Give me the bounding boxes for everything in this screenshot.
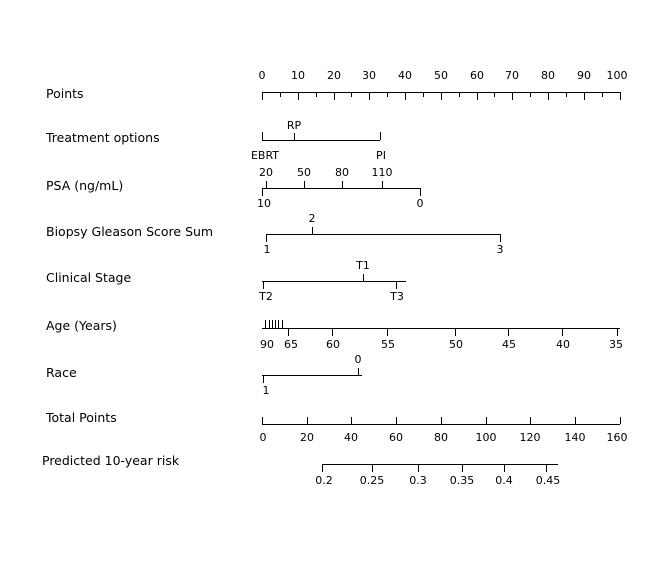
axis-line-predicted-risk: [322, 464, 558, 465]
tick-major: [405, 92, 406, 100]
tick-major: [307, 417, 308, 424]
tick-major: [266, 181, 267, 188]
tick-label: 0.3: [409, 474, 427, 487]
tick-label: 0: [416, 197, 424, 210]
tick-major: [288, 328, 289, 336]
tick-label: 60: [470, 69, 484, 82]
tick-label: 0: [258, 69, 266, 82]
tick-label: 50: [434, 69, 448, 82]
tick-label: 0.35: [449, 474, 475, 487]
tick-major: [548, 92, 549, 100]
tick-major: [387, 328, 388, 336]
tick-label: 70: [505, 69, 519, 82]
tick-minor: [387, 92, 388, 97]
tick-label: 60: [326, 338, 340, 351]
tick-major: [312, 227, 313, 234]
tick-label: 0.45: [535, 474, 561, 487]
tick-minor: [316, 92, 317, 97]
tick-major: [369, 92, 370, 100]
tick-major: [322, 464, 323, 472]
tick-label: 0.25: [359, 474, 385, 487]
row-label-clinical-stage: Clinical Stage: [46, 270, 132, 285]
tick-minor: [530, 92, 531, 97]
tick-major: [372, 464, 373, 472]
tick-minor: [351, 92, 352, 97]
axis-line-total-points: [262, 424, 620, 425]
tick-major: [351, 417, 352, 424]
tick-label: 10: [257, 197, 271, 210]
row-label-race: Race: [46, 365, 77, 380]
axis-line-clinical-stage: [262, 281, 406, 282]
tick-major: [500, 234, 501, 242]
tick-major: [266, 234, 267, 242]
tick-minor: [280, 92, 281, 97]
tick-major: [584, 92, 585, 100]
tick-label: 3: [496, 243, 504, 256]
tick-major: [477, 92, 478, 100]
tick-minor: [494, 92, 495, 97]
tick-label: 40: [344, 431, 358, 444]
tick-major: [304, 181, 305, 188]
tick-label: 35: [609, 338, 623, 351]
tick-label: RP: [286, 119, 302, 132]
tick-label: 20: [300, 431, 314, 444]
axis-line-age: [262, 328, 620, 329]
tick-label: EBRT: [250, 149, 280, 162]
tick-label: 0: [354, 353, 362, 366]
tick-minor: [602, 92, 603, 97]
row-label-psa: PSA (ng/mL): [46, 178, 124, 193]
tick-label: 20: [327, 69, 341, 82]
tick-label: 55: [381, 338, 395, 351]
tick-label: 20: [259, 166, 273, 179]
tick-major: [363, 274, 364, 281]
tick-label: 160: [606, 431, 628, 444]
tick-label: 100: [475, 431, 497, 444]
tick-label: 50: [297, 166, 311, 179]
tick-label: T2: [259, 290, 273, 303]
tick-label: 45: [502, 338, 516, 351]
tick-label: 2: [308, 212, 316, 225]
tick-label: 60: [389, 431, 403, 444]
tick-major: [278, 320, 279, 328]
tick-major: [265, 320, 266, 328]
tick-label: 90: [577, 69, 591, 82]
tick-minor: [423, 92, 424, 97]
tick-major: [275, 320, 276, 328]
tick-major: [455, 328, 456, 336]
tick-label: 1: [263, 243, 271, 256]
tick-major: [269, 320, 270, 328]
tick-major: [294, 133, 295, 140]
tick-major: [530, 417, 531, 424]
tick-label: 1: [262, 384, 270, 397]
tick-label: 100: [606, 69, 628, 82]
tick-major: [272, 320, 273, 328]
tick-label: 120: [519, 431, 541, 444]
tick-major: [512, 92, 513, 100]
axis-line-psa: [262, 188, 420, 189]
tick-label: 50: [449, 338, 463, 351]
tick-major: [441, 417, 442, 424]
axis-line-gleason: [266, 234, 500, 235]
tick-major: [418, 464, 419, 472]
tick-label: 80: [541, 69, 555, 82]
tick-major: [508, 328, 509, 336]
row-label-treatment-options: Treatment options: [46, 130, 160, 145]
tick-label: 40: [556, 338, 570, 351]
tick-minor: [459, 92, 460, 97]
row-label-predicted-risk: Predicted 10-year risk: [42, 453, 180, 468]
tick-major: [380, 132, 381, 140]
axis-line-race: [262, 375, 362, 376]
row-label-total-points: Total Points: [46, 410, 117, 425]
tick-label: 10: [291, 69, 305, 82]
tick-major: [263, 375, 264, 383]
tick-major: [262, 417, 263, 424]
tick-major: [282, 320, 283, 328]
tick-label: PI: [376, 149, 386, 162]
tick-label: 0.4: [495, 474, 513, 487]
tick-major: [504, 464, 505, 472]
tick-major: [396, 417, 397, 424]
tick-major: [486, 417, 487, 424]
row-label-age: Age (Years): [46, 318, 117, 333]
tick-label: 0.2: [315, 474, 333, 487]
tick-major: [332, 328, 333, 336]
row-label-biopsy-gleason-score-sum: Biopsy Gleason Score Sum: [46, 224, 214, 239]
row-label-points: Points: [46, 86, 84, 101]
tick-label: 80: [335, 166, 349, 179]
tick-label: 80: [434, 431, 448, 444]
tick-major: [334, 92, 335, 100]
tick-major: [358, 368, 359, 375]
tick-major: [262, 188, 263, 196]
tick-major: [382, 181, 383, 188]
tick-major: [546, 464, 547, 472]
tick-label: 140: [564, 431, 586, 444]
tick-major: [462, 464, 463, 472]
tick-label: T1: [356, 259, 370, 272]
tick-label: 65: [284, 338, 298, 351]
tick-label: 110: [371, 166, 393, 179]
tick-major: [575, 417, 576, 424]
tick-major: [420, 188, 421, 196]
tick-label: 40: [398, 69, 412, 82]
tick-label: 0: [259, 431, 267, 444]
tick-major: [620, 92, 621, 100]
tick-major: [262, 92, 263, 100]
tick-major: [396, 281, 397, 289]
tick-major: [562, 328, 563, 336]
tick-major: [620, 417, 621, 424]
tick-major: [262, 132, 263, 140]
tick-minor: [566, 92, 567, 97]
tick-label: 90: [260, 338, 274, 351]
tick-major: [617, 328, 618, 336]
tick-major: [342, 181, 343, 188]
tick-label: 30: [362, 69, 376, 82]
tick-major: [263, 281, 264, 289]
tick-major: [441, 92, 442, 100]
tick-label: T3: [390, 290, 404, 303]
axis-line-treatment-options: [262, 140, 380, 141]
tick-major: [298, 92, 299, 100]
